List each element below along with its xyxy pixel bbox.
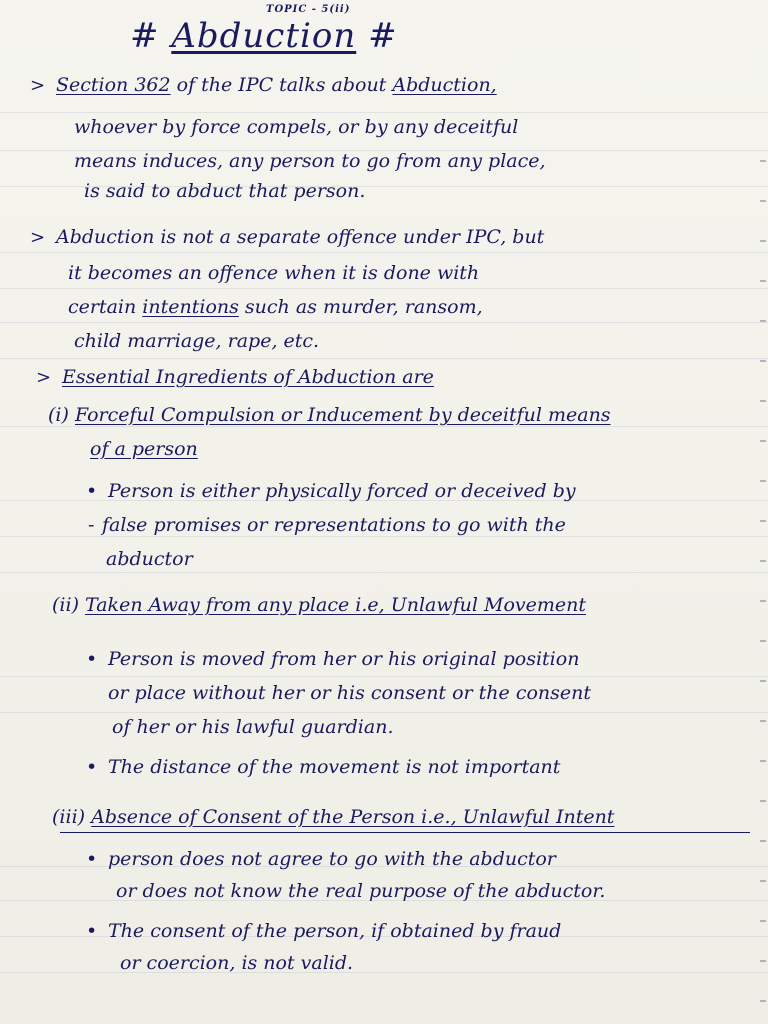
item-3-bullet-1-line-2: or does not know the real purpose of the abductor. <box>116 880 606 902</box>
topic-label: TOPIC - 5(ii) <box>266 4 351 15</box>
offence-line-3c: such as murder, ransom, <box>244 296 483 318</box>
item-1-bullet-1-line-1: Person is either physically forced or deceived by <box>108 480 576 502</box>
intro-line-1 <box>30 74 497 96</box>
item-1-bullet-1 <box>86 480 576 502</box>
item-2-bullet-2-line-1: The distance of the movement is not important <box>108 756 561 778</box>
arrow-icon: > <box>30 227 46 248</box>
bullet-icon: • <box>86 848 98 870</box>
title-hash-left: # <box>130 16 160 56</box>
item-1-heading-text-2: of a person <box>90 438 198 460</box>
item-1-heading-line-2 <box>90 438 198 460</box>
item-2-heading <box>52 594 586 616</box>
item-1-bullet-1-line-3: abductor <box>106 548 193 570</box>
item-2-bullet-1-line-2: or place without her or his consent or the consent <box>108 682 592 704</box>
item-2-heading-text: Taken Away from any place i.e, Unlawful Movement <box>85 594 587 616</box>
item-3-heading <box>52 806 614 828</box>
item-3-bullet-2 <box>86 920 561 942</box>
divider <box>60 832 750 833</box>
item-1-heading-text: Forceful Compulsion or Inducement by deceitful means <box>74 404 611 426</box>
intro-line-2: whoever by force compels, or by any deceitful <box>74 116 519 138</box>
item-3-bullet-1-line-1: person does not agree to go with the abductor <box>108 848 556 870</box>
ingredients-heading-text: Essential Ingredients of Abduction are <box>62 366 434 388</box>
item-1-bullet-1-text-2: false promises or representations to go with the <box>102 514 566 536</box>
arrow-icon: > <box>30 75 46 96</box>
title-hash-right: # <box>368 16 398 56</box>
offence-line-3a: certain <box>68 296 137 318</box>
binding-holes <box>760 160 766 1020</box>
item-3-bullet-2-line-1: The consent of the person, if obtained by fraud <box>108 920 562 942</box>
offence-line-1-text: Abduction is not a separate offence under IPC, but <box>56 226 545 248</box>
offence-line-2: it becomes an offence when it is done with <box>68 262 480 284</box>
page-title <box>130 16 398 56</box>
intro-line-4: is said to abduct that person. <box>84 180 366 202</box>
offence-line-3 <box>68 296 483 318</box>
item-3-heading-text: Absence of Consent of the Person i.e., Unlawful Intent <box>91 806 615 828</box>
term-intentions: intentions <box>142 296 239 318</box>
ingredients-heading <box>36 366 434 388</box>
item-1-bullet-1-line-2: - false promises or representations to go with the <box>88 514 566 536</box>
title-word: Abduction <box>171 16 357 56</box>
item-1-numeral: (i) <box>48 404 69 426</box>
item-1-heading <box>48 404 611 426</box>
section-ref: Section 362 <box>56 74 171 96</box>
item-2-bullet-2 <box>86 756 560 778</box>
intro-line-1-text: of the IPC talks about <box>176 74 387 96</box>
term-abduction: Abduction, <box>392 74 497 96</box>
item-3-bullet-2-line-2: or coercion, is not valid. <box>120 952 354 974</box>
bullet-icon: • <box>86 756 98 778</box>
item-3-bullet-1 <box>86 848 556 870</box>
arrow-icon: > <box>36 367 52 388</box>
intro-line-3: means induces, any person to go from any place, <box>74 150 546 172</box>
item-3-numeral: (iii) <box>52 806 86 828</box>
offence-line-1 <box>30 226 544 248</box>
item-2-bullet-1-line-1: Person is moved from her or his original position <box>108 648 580 670</box>
item-2-bullet-1-line-3: of her or his lawful guardian. <box>112 716 394 738</box>
offence-line-4: child marriage, rape, etc. <box>74 330 320 352</box>
bullet-icon: • <box>86 648 98 670</box>
bullet-icon: • <box>86 920 98 942</box>
bullet-icon: • <box>86 480 98 502</box>
item-2-bullet-1 <box>86 648 579 670</box>
item-2-numeral: (ii) <box>52 594 79 616</box>
